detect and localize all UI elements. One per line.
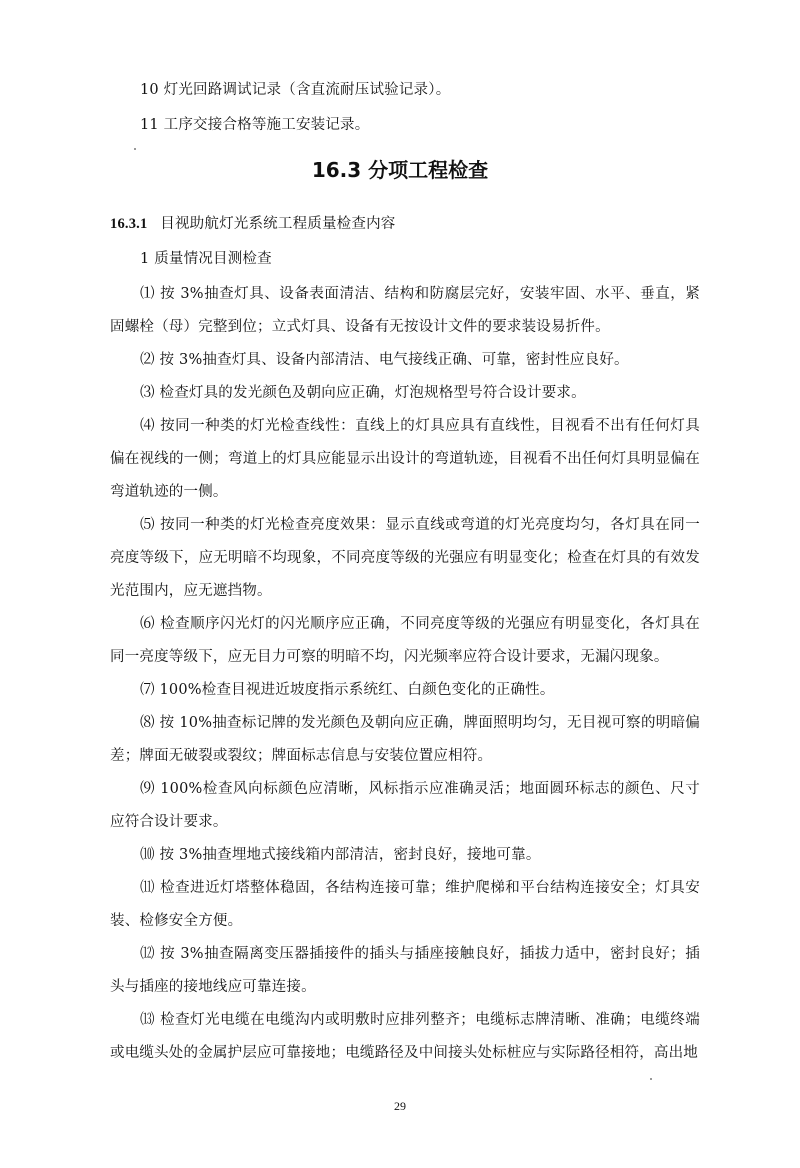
item-1: ⑴ 按 3%抽查灯具、设备表面清洁、结构和防腐层完好，安装牢固、水平、垂直，紧固螺栓（母）完整到位；立式灯具、设备有无按设计文件的要求装设易折件。	[110, 286, 700, 335]
inspection-subheading: 1 质量情况目测检查	[140, 251, 272, 267]
item-7: ⑺ 100%检查目视进近坡度指示系统红、白颜色变化的正确性。	[140, 682, 555, 698]
intro-item-10: 10 灯光回路调试记录（含直流耐压试验记录）。	[140, 82, 451, 98]
item-10: ⑽ 按 3%抽查埋地式接线箱内部清洁，密封良好，接地可靠。	[140, 847, 541, 863]
item-11: ⑾ 检查进近灯塔整体稳固，各结构连接可靠；维护爬梯和平台结构连接安全；灯具安装、检修安全方便。	[110, 880, 700, 929]
intro-item-11: 11 工序交接合格等施工安装记录。	[140, 117, 370, 133]
subsection-number: 16.3.1	[110, 216, 148, 232]
item-12: ⑿ 按 3%抽查隔离变压器插接件的插头与插座接触良好，插拔力适中，密封良好；插头与插座的接地线应可靠连接。	[110, 946, 700, 995]
item-3: ⑶ 检查灯具的发光颜色及朝向应正确，灯泡规格型号符合设计要求。	[140, 385, 586, 401]
item-2: ⑵ 按 3%抽查灯具、设备内部清洁、电气接线正确、可靠，密封性应良好。	[140, 352, 629, 368]
item-8: ⑻ 按 10%抽查标记牌的发光颜色及朝向应正确，牌面照明均匀，无目视可察的明暗偏差；牌面无破裂或裂纹；牌面标志信息与安装位置应相符。	[110, 715, 700, 764]
scan-speck	[650, 1078, 652, 1080]
item-13: ⒀ 检查灯光电缆在电缆沟内或明敷时应排列整齐；电缆标志牌清晰、准确；电缆终端或电缆头处的金属护层应可靠接地；电缆路径及中间接头处标桩应与实际路径相符，高出地	[110, 1012, 700, 1061]
item-4: ⑷ 按同一种类的灯光检查线性：直线上的灯具应具有直线性，目视看不出有任何灯具偏在视线的一侧；弯道上的灯具应能显示出设计的弯道轨迹，目视看不出任何灯具明显偏在弯道轨迹的一侧。	[110, 418, 700, 500]
item-6: ⑹ 检查顺序闪光灯的闪光顺序应正确，不同亮度等级的光强应有明显变化，各灯具在同一亮度等级下，应无目力可察的明暗不均，闪光频率应符合设计要求，无漏闪现象。	[110, 616, 700, 665]
item-5: ⑸ 按同一种类的灯光检查亮度效果：显示直线或弯道的灯光亮度均匀，各灯具在同一亮度等级下，应无明暗不均现象，不同亮度等级的光强应有明显变化；检查在灯具的有效发光范围内，应无遮挡物。	[110, 517, 700, 599]
subsection-heading	[110, 214, 395, 234]
page-number: 29	[394, 1099, 406, 1113]
scan-speck	[134, 148, 136, 150]
section-heading: 16.3 分项工程检查	[311, 158, 489, 182]
item-9: ⑼ 100%检查风向标颜色应清晰，风标指示应准确灵活；地面圆环标志的颜色、尺寸应符合设计要求。	[110, 781, 700, 830]
subsection-title: 目视助航灯光系统工程质量检查内容	[160, 216, 396, 232]
